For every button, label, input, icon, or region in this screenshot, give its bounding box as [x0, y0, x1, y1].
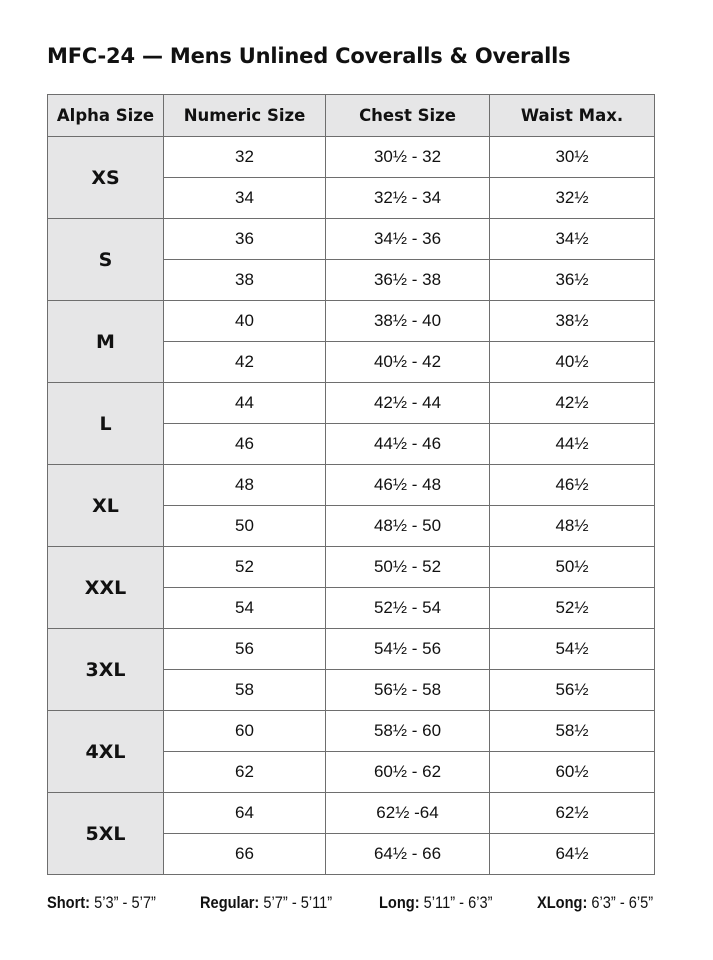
waist-max-cell: 50½	[490, 547, 655, 588]
numeric-size-cell: 38	[164, 260, 326, 301]
numeric-size-cell: 44	[164, 383, 326, 424]
inseam-label: Short:	[47, 893, 91, 912]
inseam-value: 6’3” - 6’5”	[587, 893, 654, 912]
inseam-legend	[47, 893, 667, 913]
table-row	[48, 301, 655, 342]
alpha-size-cell: XXL	[48, 547, 164, 629]
table-row	[48, 465, 655, 506]
chest-size-cell: 50½ - 52	[326, 547, 490, 588]
chest-size-cell: 62½ -64	[326, 793, 490, 834]
numeric-size-cell: 64	[164, 793, 326, 834]
chest-size-cell: 42½ - 44	[326, 383, 490, 424]
header-alpha-size: Alpha Size	[48, 95, 164, 137]
chest-size-cell: 58½ - 60	[326, 711, 490, 752]
alpha-size-cell: 5XL	[48, 793, 164, 875]
waist-max-cell: 42½	[490, 383, 655, 424]
table-row	[48, 383, 655, 424]
table-row	[48, 137, 655, 178]
chest-size-cell: 64½ - 66	[326, 834, 490, 875]
inseam-label: XLong:	[537, 893, 588, 912]
table-header-row	[48, 95, 655, 137]
numeric-size-cell: 50	[164, 506, 326, 547]
table-body	[48, 137, 655, 875]
alpha-size-cell: 3XL	[48, 629, 164, 711]
waist-max-cell: 62½	[490, 793, 655, 834]
inseam-label: Long:	[379, 893, 420, 912]
header-numeric-size: Numeric Size	[164, 95, 326, 137]
waist-max-cell: 34½	[490, 219, 655, 260]
header-chest-size: Chest Size	[326, 95, 490, 137]
numeric-size-cell: 48	[164, 465, 326, 506]
numeric-size-cell: 62	[164, 752, 326, 793]
inseam-value: 5’7” - 5’11”	[258, 893, 332, 912]
numeric-size-cell: 42	[164, 342, 326, 383]
numeric-size-cell: 32	[164, 137, 326, 178]
numeric-size-cell: 40	[164, 301, 326, 342]
waist-max-cell: 40½	[490, 342, 655, 383]
inseam-xlong	[537, 893, 653, 913]
table-row	[48, 629, 655, 670]
inseam-value: 5’3” - 5’7”	[90, 893, 156, 912]
inseam-value: 5’11” - 6’3”	[419, 893, 493, 912]
table-row	[48, 547, 655, 588]
chest-size-cell: 32½ - 34	[326, 178, 490, 219]
page-title: MFC-24 — Mens Unlined Coveralls & Overalls	[47, 44, 571, 68]
alpha-size-cell: S	[48, 219, 164, 301]
inseam-regular	[200, 893, 332, 913]
waist-max-cell: 30½	[490, 137, 655, 178]
numeric-size-cell: 60	[164, 711, 326, 752]
waist-max-cell: 56½	[490, 670, 655, 711]
chest-size-cell: 54½ - 56	[326, 629, 490, 670]
waist-max-cell: 60½	[490, 752, 655, 793]
header-waist-max: Waist Max.	[490, 95, 655, 137]
inseam-long	[379, 893, 492, 913]
chest-size-cell: 46½ - 48	[326, 465, 490, 506]
alpha-size-cell: XS	[48, 137, 164, 219]
chest-size-cell: 44½ - 46	[326, 424, 490, 465]
chest-size-cell: 30½ - 32	[326, 137, 490, 178]
waist-max-cell: 46½	[490, 465, 655, 506]
numeric-size-cell: 46	[164, 424, 326, 465]
chest-size-cell: 56½ - 58	[326, 670, 490, 711]
chest-size-cell: 36½ - 38	[326, 260, 490, 301]
chest-size-cell: 34½ - 36	[326, 219, 490, 260]
chest-size-cell: 40½ - 42	[326, 342, 490, 383]
inseam-label: Regular:	[199, 893, 259, 912]
chest-size-cell: 60½ - 62	[326, 752, 490, 793]
alpha-size-cell: L	[48, 383, 164, 465]
alpha-size-cell: XL	[48, 465, 164, 547]
waist-max-cell: 32½	[490, 178, 655, 219]
waist-max-cell: 64½	[490, 834, 655, 875]
table-row	[48, 711, 655, 752]
waist-max-cell: 58½	[490, 711, 655, 752]
numeric-size-cell: 56	[164, 629, 326, 670]
size-chart-table	[47, 94, 655, 875]
chest-size-cell: 52½ - 54	[326, 588, 490, 629]
numeric-size-cell: 58	[164, 670, 326, 711]
waist-max-cell: 44½	[490, 424, 655, 465]
numeric-size-cell: 52	[164, 547, 326, 588]
table-row	[48, 793, 655, 834]
alpha-size-cell: M	[48, 301, 164, 383]
numeric-size-cell: 36	[164, 219, 326, 260]
alpha-size-cell: 4XL	[48, 711, 164, 793]
waist-max-cell: 38½	[490, 301, 655, 342]
waist-max-cell: 54½	[490, 629, 655, 670]
inseam-short	[47, 893, 156, 913]
numeric-size-cell: 66	[164, 834, 326, 875]
numeric-size-cell: 34	[164, 178, 326, 219]
waist-max-cell: 48½	[490, 506, 655, 547]
numeric-size-cell: 54	[164, 588, 326, 629]
table-row	[48, 219, 655, 260]
waist-max-cell: 52½	[490, 588, 655, 629]
chest-size-cell: 48½ - 50	[326, 506, 490, 547]
chest-size-cell: 38½ - 40	[326, 301, 490, 342]
waist-max-cell: 36½	[490, 260, 655, 301]
